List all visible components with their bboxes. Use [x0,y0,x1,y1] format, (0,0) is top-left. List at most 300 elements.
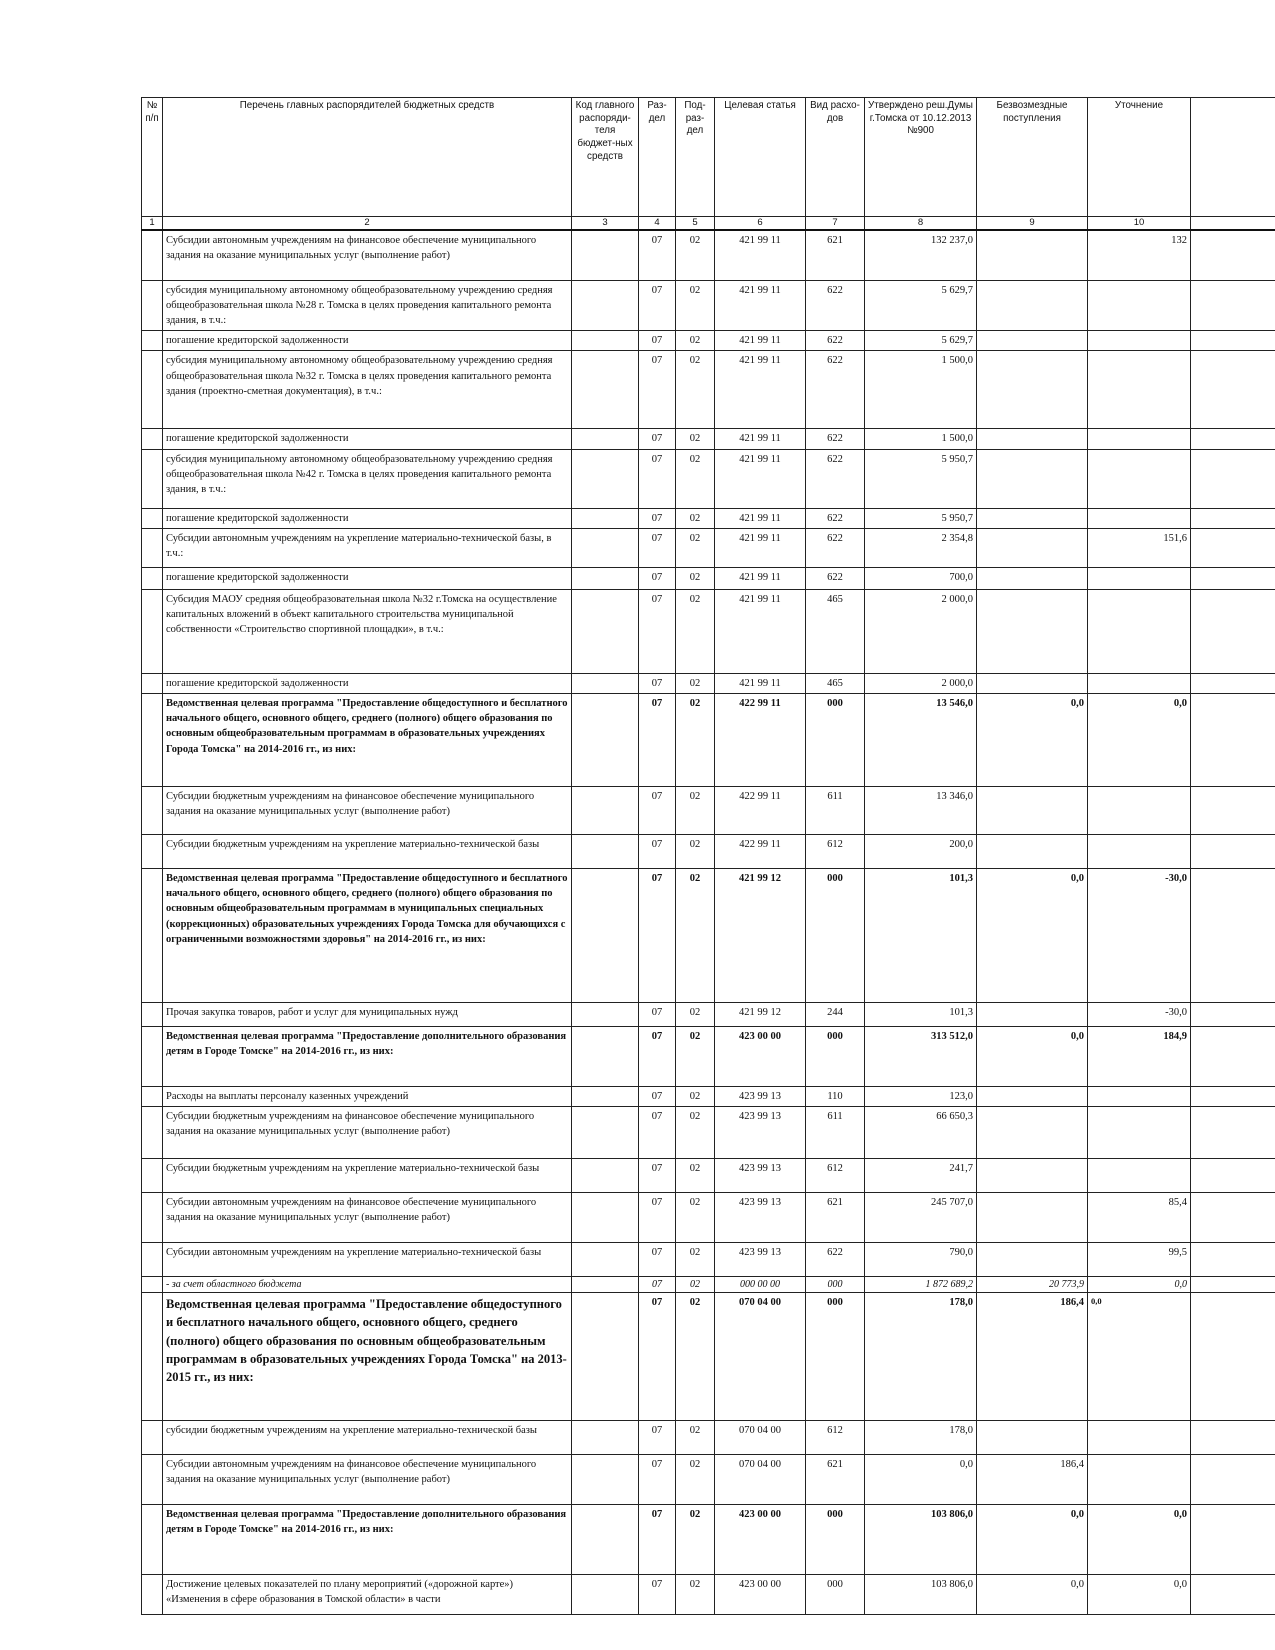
cell-approved: 5 950,7 [865,449,977,508]
cell-number [142,1193,163,1243]
cell-grants [977,508,1088,528]
cell-number [142,449,163,508]
cell-target-article: 421 99 11 [715,280,806,331]
cell-extra [1191,1505,1275,1575]
cell-gbrs-code [572,351,639,429]
cell-extra [1191,230,1275,280]
cell-clarification: 0,0 [1088,1293,1191,1421]
cell-grants: 186,4 [977,1455,1088,1505]
cell-target-article: 070 04 00 [715,1293,806,1421]
cell-extra [1191,1087,1275,1107]
cell-description: Ведомственная целевая программа "Предоставление общедоступного и бесплатного начального общего, основного общего, среднего (полного) общего образования по основным общеобразовательным программам в муниципальных специальных (коррекционных) образовательных учреждениях Города Томска для обучающихся с ограниченными возможностями здоровья" на 2014-2016 гг., из них: [163,869,572,1003]
cell-approved: 2 354,8 [865,528,977,567]
cell-target-article: 423 99 13 [715,1087,806,1107]
cell-expense-type: 000 [806,1505,865,1575]
cell-description: Ведомственная целевая программа "Предоставление общедоступного и бесплатного начального общего, основного общего, среднего (полного) общего образования по основным общеобразовательным программам в образовательных учреждениях Города Томска" на 2013-2015 гг., из них: [163,1293,572,1421]
cell-grants [977,673,1088,693]
cell-extra [1191,1277,1275,1293]
cell-description: Ведомственная целевая программа "Предоставление общедоступного и бесплатного начального общего, основного общего, среднего (полного) общего образования по основным общеобразовательным программам в образовательных учреждениях Города Томска" на 2014-2016 гг., из них: [163,694,572,787]
cell-expense-type: 622 [806,508,865,528]
cell-extra [1191,1293,1275,1421]
cell-gbrs-code [572,673,639,693]
cell-gbrs-code [572,1277,639,1293]
cell-razdel: 07 [639,1087,676,1107]
cell-podrazdel: 02 [676,1243,715,1277]
table-row [142,1027,1275,1087]
cell-description: субсидия муниципальному автономному общеобразовательному учреждению средняя общеобразовательная школа №28 г. Томска в целях проведения капитального ремонта здания, в т.ч.: [163,280,572,331]
cell-clarification: -30,0 [1088,1003,1191,1027]
cell-extra [1191,1027,1275,1087]
cell-extra [1191,869,1275,1003]
cell-number [142,1159,163,1193]
header-cell: Безвозмездные поступления [977,98,1088,217]
cell-target-article: 423 00 00 [715,1505,806,1575]
table-body [142,230,1275,1615]
cell-approved: 66 650,3 [865,1107,977,1159]
cell-grants [977,1003,1088,1027]
cell-approved: 790,0 [865,1243,977,1277]
column-number: 3 [572,217,639,231]
cell-extra [1191,508,1275,528]
cell-approved: 101,3 [865,1003,977,1027]
cell-grants: 0,0 [977,1505,1088,1575]
cell-approved: 132 237,0 [865,230,977,280]
cell-clarification [1088,1159,1191,1193]
cell-description: Субсидия МАОУ средняя общеобразовательная школа №32 г.Томска на осуществление капитальных вложений в объект капитального строительства муниципальной собственности «Строительство спортивной площадки», в т.ч.: [163,589,572,673]
cell-podrazdel: 02 [676,1159,715,1193]
cell-extra [1191,1455,1275,1505]
cell-number [142,1293,163,1421]
cell-clarification [1088,1421,1191,1455]
cell-approved: 101,3 [865,869,977,1003]
cell-number [142,351,163,429]
cell-grants: 0,0 [977,694,1088,787]
cell-podrazdel: 02 [676,230,715,280]
cell-gbrs-code [572,1003,639,1027]
cell-description: - за счет областного бюджета [163,1277,572,1293]
cell-target-article: 070 04 00 [715,1455,806,1505]
cell-razdel: 07 [639,351,676,429]
cell-podrazdel: 02 [676,1505,715,1575]
cell-target-article: 421 99 11 [715,567,806,589]
cell-description: Расходы на выплаты персоналу казенных учреждений [163,1087,572,1107]
cell-extra [1191,351,1275,429]
cell-clarification [1088,1087,1191,1107]
table-row [142,567,1275,589]
cell-razdel: 07 [639,869,676,1003]
cell-razdel: 07 [639,787,676,835]
cell-target-article: 070 04 00 [715,1421,806,1455]
cell-grants: 0,0 [977,1027,1088,1087]
cell-approved: 0,0 [865,1455,977,1505]
cell-grants [977,449,1088,508]
header-cell: Под-раз-дел [676,98,715,217]
cell-clarification [1088,331,1191,351]
cell-razdel: 07 [639,230,676,280]
cell-podrazdel: 02 [676,429,715,449]
cell-approved: 2 000,0 [865,589,977,673]
cell-target-article: 423 00 00 [715,1575,806,1615]
cell-number [142,1505,163,1575]
cell-target-article: 421 99 11 [715,673,806,693]
cell-approved: 103 806,0 [865,1505,977,1575]
cell-description: погашение кредиторской задолженности [163,673,572,693]
cell-grants: 0,0 [977,1575,1088,1615]
cell-approved: 178,0 [865,1293,977,1421]
cell-grants [977,1159,1088,1193]
cell-podrazdel: 02 [676,1277,715,1293]
cell-podrazdel: 02 [676,1027,715,1087]
cell-expense-type: 000 [806,1575,865,1615]
cell-target-article: 421 99 11 [715,351,806,429]
cell-expense-type: 465 [806,673,865,693]
cell-razdel: 07 [639,673,676,693]
cell-number [142,1575,163,1615]
cell-expense-type: 622 [806,567,865,589]
cell-razdel: 07 [639,567,676,589]
header-cell: Целевая статья [715,98,806,217]
table-row [142,1293,1275,1421]
cell-approved: 5 629,7 [865,331,977,351]
cell-expense-type: 000 [806,869,865,1003]
table-row [142,673,1275,693]
cell-description: субсидия муниципальному автономному общеобразовательному учреждению средняя общеобразовательная школа №32 г. Томска в целях проведения капитального ремонта здания (проектно-сметная документация), в т.ч.: [163,351,572,429]
cell-number [142,694,163,787]
cell-approved: 200,0 [865,835,977,869]
cell-extra [1191,280,1275,331]
cell-gbrs-code [572,1087,639,1107]
cell-extra [1191,429,1275,449]
cell-podrazdel: 02 [676,508,715,528]
table-row [142,1003,1275,1027]
cell-gbrs-code [572,528,639,567]
cell-podrazdel: 02 [676,1087,715,1107]
column-number: 7 [806,217,865,231]
cell-clarification: 184,9 [1088,1027,1191,1087]
cell-expense-type: 622 [806,528,865,567]
cell-description: Прочая закупка товаров, работ и услуг для муниципальных нужд [163,1003,572,1027]
cell-approved: 245 707,0 [865,1193,977,1243]
cell-podrazdel: 02 [676,694,715,787]
table-row [142,1505,1275,1575]
cell-gbrs-code [572,567,639,589]
cell-gbrs-code [572,230,639,280]
header-cell: Утверждено реш.Думы г.Томска от 10.12.2013 №900 [865,98,977,217]
table-row [142,1193,1275,1243]
cell-description: погашение кредиторской задолженности [163,429,572,449]
cell-razdel: 07 [639,1107,676,1159]
cell-podrazdel: 02 [676,449,715,508]
cell-razdel: 07 [639,1575,676,1615]
cell-razdel: 07 [639,1277,676,1293]
cell-gbrs-code [572,1575,639,1615]
cell-approved: 241,7 [865,1159,977,1193]
cell-number [142,429,163,449]
cell-podrazdel: 02 [676,835,715,869]
table-row [142,1243,1275,1277]
cell-grants [977,1243,1088,1277]
cell-approved: 1 872 689,2 [865,1277,977,1293]
cell-expense-type: 611 [806,1107,865,1159]
cell-clarification: 0,0 [1088,1277,1191,1293]
cell-extra [1191,589,1275,673]
cell-target-article: 422 99 11 [715,694,806,787]
cell-grants: 20 773,9 [977,1277,1088,1293]
cell-grants [977,1107,1088,1159]
cell-description: Субсидии автономным учреждениям на финансовое обеспечение муниципального задания на оказание муниципальных услуг (выполнение работ) [163,1455,572,1505]
cell-approved: 13 346,0 [865,787,977,835]
cell-clarification [1088,673,1191,693]
cell-expense-type: 000 [806,1027,865,1087]
cell-clarification [1088,280,1191,331]
cell-podrazdel: 02 [676,787,715,835]
cell-razdel: 07 [639,528,676,567]
cell-podrazdel: 02 [676,1455,715,1505]
cell-gbrs-code [572,1243,639,1277]
cell-target-article: 421 99 11 [715,449,806,508]
cell-expense-type: 612 [806,1421,865,1455]
cell-approved: 1 500,0 [865,351,977,429]
header-cell: Уточнение [1088,98,1191,217]
cell-grants [977,1087,1088,1107]
cell-extra [1191,528,1275,567]
cell-number [142,1027,163,1087]
table-row [142,1421,1275,1455]
column-number: 2 [163,217,572,231]
cell-extra [1191,1193,1275,1243]
cell-description: Субсидии бюджетным учреждениям на финансовое обеспечение муниципального задания на оказание муниципальных услуг (выполнение работ) [163,1107,572,1159]
cell-expense-type: 622 [806,280,865,331]
cell-number [142,1087,163,1107]
cell-extra [1191,1243,1275,1277]
cell-number [142,1003,163,1027]
cell-expense-type: 244 [806,1003,865,1027]
cell-razdel: 07 [639,1421,676,1455]
cell-extra [1191,673,1275,693]
cell-grants [977,567,1088,589]
cell-podrazdel: 02 [676,1193,715,1243]
column-number: 1 [142,217,163,231]
cell-podrazdel: 02 [676,528,715,567]
cell-extra [1191,835,1275,869]
cell-razdel: 07 [639,835,676,869]
cell-number [142,1107,163,1159]
cell-target-article: 423 99 13 [715,1107,806,1159]
column-number: 4 [639,217,676,231]
cell-grants [977,351,1088,429]
cell-number [142,589,163,673]
cell-podrazdel: 02 [676,1421,715,1455]
cell-number [142,567,163,589]
cell-description: Субсидии бюджетным учреждениям на укрепление материально-технической базы [163,835,572,869]
cell-extra [1191,1575,1275,1615]
column-number: 6 [715,217,806,231]
cell-expense-type: 110 [806,1087,865,1107]
cell-razdel: 07 [639,1455,676,1505]
cell-razdel: 07 [639,1505,676,1575]
cell-podrazdel: 02 [676,351,715,429]
cell-razdel: 07 [639,429,676,449]
cell-razdel: 07 [639,449,676,508]
cell-approved: 13 546,0 [865,694,977,787]
cell-number [142,1277,163,1293]
cell-clarification [1088,429,1191,449]
cell-razdel: 07 [639,280,676,331]
cell-gbrs-code [572,449,639,508]
cell-gbrs-code [572,280,639,331]
cell-approved: 5 629,7 [865,280,977,331]
cell-description: погашение кредиторской задолженности [163,567,572,589]
cell-description: Ведомственная целевая программа "Предоставление дополнительного образования детям в Городе Томске" на 2014-2016 гг., из них: [163,1505,572,1575]
cell-clarification [1088,567,1191,589]
cell-expense-type: 000 [806,694,865,787]
cell-grants [977,1193,1088,1243]
cell-gbrs-code [572,1421,639,1455]
cell-gbrs-code [572,1159,639,1193]
cell-approved: 313 512,0 [865,1027,977,1087]
cell-approved: 2 000,0 [865,673,977,693]
cell-podrazdel: 02 [676,280,715,331]
cell-grants [977,787,1088,835]
cell-description: Субсидии автономным учреждениям на укрепление материально-технической базы, в т.ч.: [163,528,572,567]
cell-number [142,230,163,280]
cell-extra [1191,331,1275,351]
cell-grants [977,835,1088,869]
cell-razdel: 07 [639,1159,676,1193]
cell-gbrs-code [572,1107,639,1159]
cell-podrazdel: 02 [676,673,715,693]
cell-razdel: 07 [639,331,676,351]
cell-extra [1191,1159,1275,1193]
cell-expense-type: 612 [806,1159,865,1193]
cell-expense-type: 465 [806,589,865,673]
cell-number [142,1455,163,1505]
table-row [142,429,1275,449]
cell-description: погашение кредиторской задолженности [163,331,572,351]
column-number: 8 [865,217,977,231]
cell-gbrs-code [572,694,639,787]
column-number-extra [1191,217,1275,231]
cell-target-article: 421 99 11 [715,528,806,567]
cell-gbrs-code [572,331,639,351]
cell-expense-type: 622 [806,449,865,508]
cell-description: субсидии бюджетным учреждениям на укрепление материально-технической базы [163,1421,572,1455]
cell-approved: 123,0 [865,1087,977,1107]
cell-grants [977,528,1088,567]
cell-clarification [1088,787,1191,835]
header-cell: Перечень главных распорядителей бюджетных средств [163,98,572,217]
table-row [142,694,1275,787]
cell-description: погашение кредиторской задолженности [163,508,572,528]
cell-target-article: 421 99 11 [715,331,806,351]
cell-approved: 103 806,0 [865,1575,977,1615]
cell-clarification [1088,589,1191,673]
cell-clarification: 85,4 [1088,1193,1191,1243]
header-cell: № п/п [142,98,163,217]
cell-extra [1191,1107,1275,1159]
cell-number [142,869,163,1003]
cell-grants [977,280,1088,331]
cell-podrazdel: 02 [676,567,715,589]
cell-target-article: 421 99 12 [715,1003,806,1027]
cell-podrazdel: 02 [676,331,715,351]
table-row [142,1159,1275,1193]
column-number: 5 [676,217,715,231]
cell-target-article: 422 99 11 [715,787,806,835]
cell-expense-type: 622 [806,1243,865,1277]
cell-extra [1191,1003,1275,1027]
cell-gbrs-code [572,1193,639,1243]
cell-expense-type: 622 [806,351,865,429]
cell-expense-type: 622 [806,331,865,351]
cell-gbrs-code [572,429,639,449]
header-cell: Раз-дел [639,98,676,217]
cell-clarification: 99,5 [1088,1243,1191,1277]
table-row [142,449,1275,508]
cell-razdel: 07 [639,589,676,673]
table-row [142,331,1275,351]
cell-clarification: -30,0 [1088,869,1191,1003]
cell-target-article: 421 99 11 [715,429,806,449]
budget-table-container [141,97,1275,1650]
cell-number [142,280,163,331]
cell-expense-type: 621 [806,230,865,280]
table-row [142,589,1275,673]
cell-razdel: 07 [639,694,676,787]
cell-approved: 700,0 [865,567,977,589]
column-number: 9 [977,217,1088,231]
cell-podrazdel: 02 [676,1293,715,1421]
cell-number [142,528,163,567]
cell-description: Ведомственная целевая программа "Предоставление дополнительного образования детям в Городе Томске" на 2014-2016 гг., из них: [163,1027,572,1087]
cell-razdel: 07 [639,1003,676,1027]
cell-target-article: 423 00 00 [715,1027,806,1087]
cell-target-article: 421 99 11 [715,589,806,673]
cell-podrazdel: 02 [676,1003,715,1027]
cell-podrazdel: 02 [676,1107,715,1159]
cell-grants: 0,0 [977,869,1088,1003]
cell-expense-type: 000 [806,1293,865,1421]
cell-expense-type: 611 [806,787,865,835]
cell-extra [1191,449,1275,508]
cell-gbrs-code [572,1505,639,1575]
cell-number [142,331,163,351]
cell-gbrs-code [572,1027,639,1087]
cell-clarification: 0,0 [1088,694,1191,787]
cell-extra [1191,1421,1275,1455]
cell-description: Субсидии автономным учреждениям на укрепление материально-технической базы [163,1243,572,1277]
cell-number [142,787,163,835]
cell-clarification: 0,0 [1088,1575,1191,1615]
cell-number [142,1243,163,1277]
cell-number [142,1421,163,1455]
cell-approved: 178,0 [865,1421,977,1455]
cell-clarification [1088,835,1191,869]
cell-target-article: 423 99 13 [715,1193,806,1243]
budget-table [141,97,1275,1615]
table-row [142,787,1275,835]
cell-clarification [1088,351,1191,429]
table-row [142,351,1275,429]
cell-razdel: 07 [639,1243,676,1277]
cell-gbrs-code [572,1455,639,1505]
table-row [142,508,1275,528]
cell-target-article: 421 99 11 [715,230,806,280]
cell-clarification: 132 [1088,230,1191,280]
cell-razdel: 07 [639,1293,676,1421]
table-row [142,1575,1275,1615]
cell-gbrs-code [572,869,639,1003]
